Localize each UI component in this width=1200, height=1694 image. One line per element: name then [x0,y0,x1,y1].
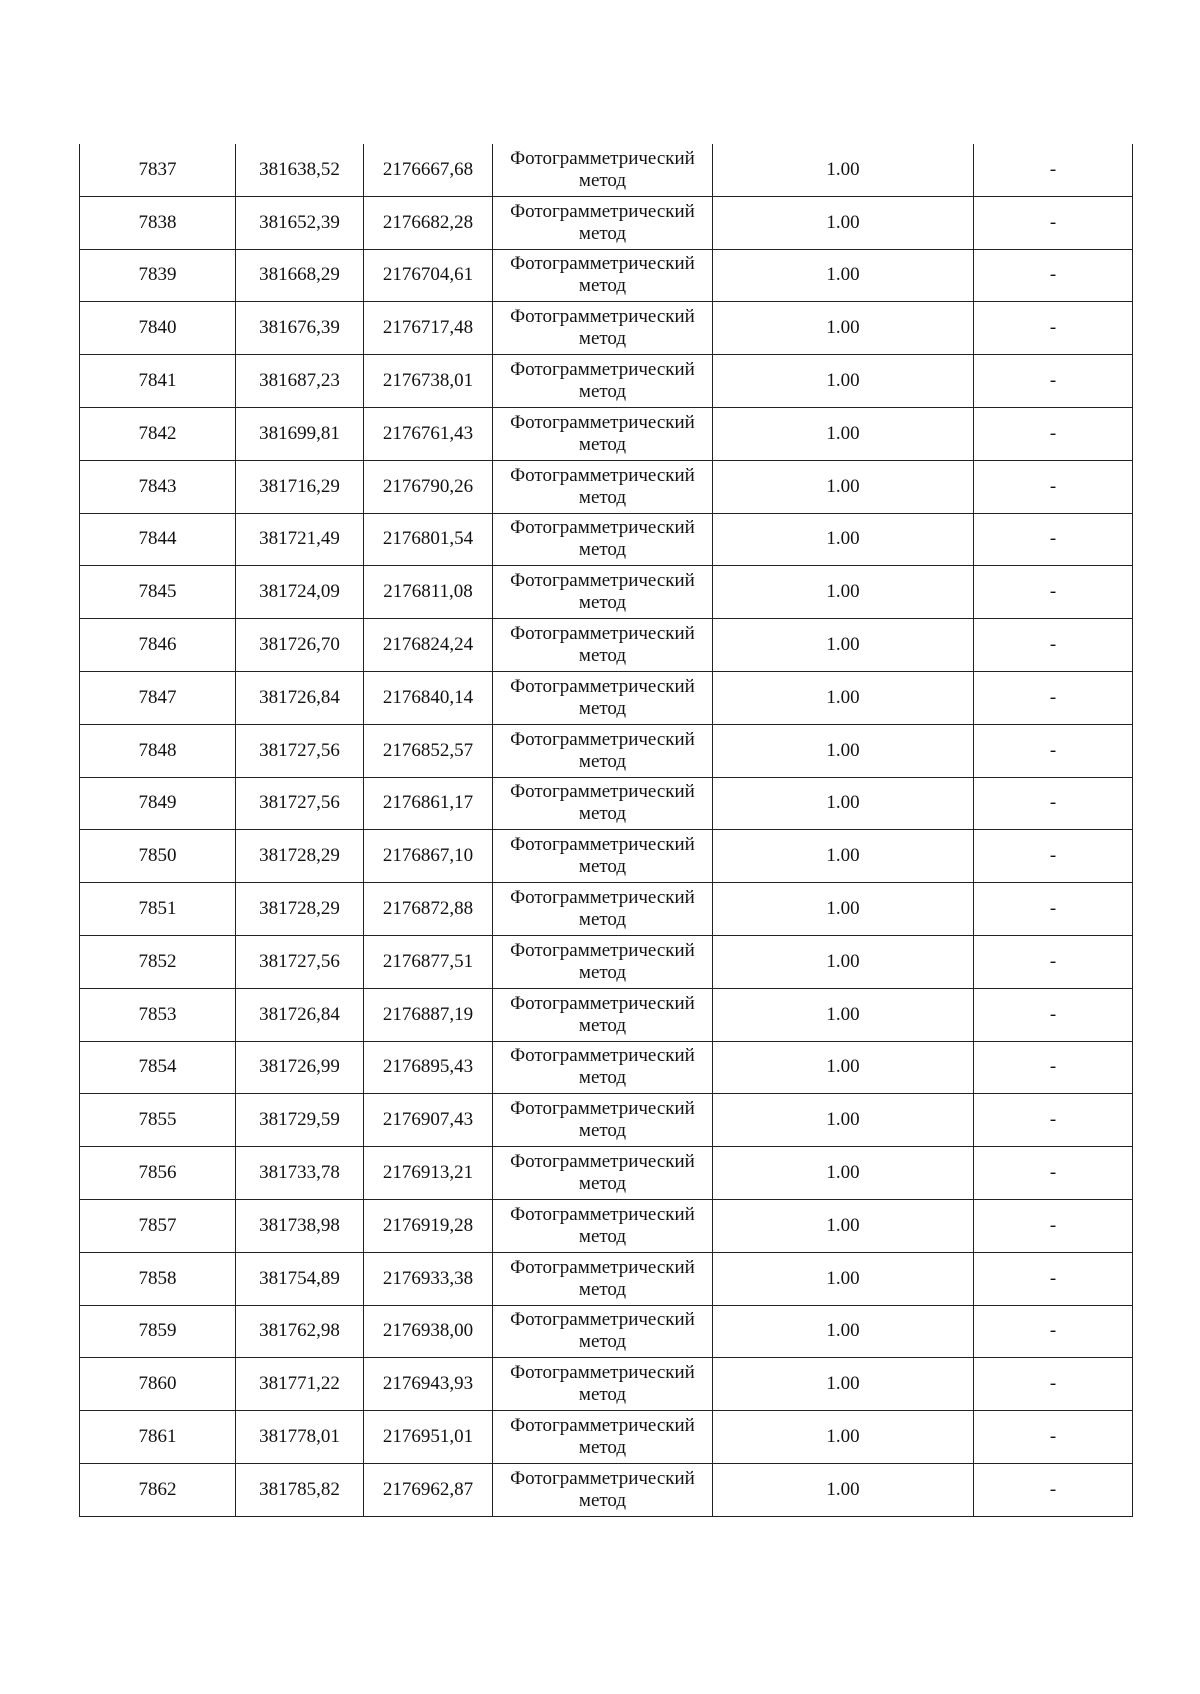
note-cell: - [974,777,1133,830]
method-cell [493,302,713,355]
x-coordinate-cell: 381724,09 [236,566,364,619]
point-number-cell: 7856 [80,1147,236,1200]
accuracy-cell: 1.00 [713,407,974,460]
x-coordinate-cell: 381676,39 [236,302,364,355]
table-row [80,724,1133,777]
x-coordinate-cell: 381687,23 [236,355,364,408]
accuracy-cell: 1.00 [713,1199,974,1252]
method-text-line1: Фотограмметрический [510,253,695,275]
note-cell: - [974,1411,1133,1464]
accuracy-cell: 1.00 [713,1094,974,1147]
accuracy-cell: 1.00 [713,566,974,619]
x-coordinate-cell: 381778,01 [236,1411,364,1464]
accuracy-cell: 1.00 [713,777,974,830]
note-cell: - [974,302,1133,355]
method-text-line1: Фотограмметрический [510,359,695,381]
y-coordinate-cell: 2176895,43 [364,1041,493,1094]
method-text-line2: метод [578,328,627,350]
accuracy-cell: 1.00 [713,1147,974,1200]
method-cell [493,566,713,619]
point-number-cell: 7845 [80,566,236,619]
method-cell [493,1252,713,1305]
table-row [80,1041,1133,1094]
method-cell [493,1411,713,1464]
table-row [80,1358,1133,1411]
note-cell: - [974,1358,1133,1411]
method-text-line1: Фотограмметрический [510,200,695,222]
accuracy-cell: 1.00 [713,144,974,196]
note-cell: - [974,407,1133,460]
method-cell [493,249,713,302]
y-coordinate-cell: 2176938,00 [364,1305,493,1358]
method-text-line2: метод [578,1384,627,1406]
note-cell: - [974,1094,1133,1147]
method-text-line1: Фотограмметрический [510,306,695,328]
x-coordinate-cell: 381727,56 [236,777,364,830]
y-coordinate-cell: 2176824,24 [364,619,493,672]
note-cell: - [974,355,1133,408]
note-cell: - [974,249,1133,302]
method-text-line2: метод [578,1437,627,1459]
point-number-cell: 7855 [80,1094,236,1147]
method-text-line2: метод [578,1120,627,1142]
table-row [80,460,1133,513]
accuracy-cell: 1.00 [713,883,974,936]
x-coordinate-cell: 381716,29 [236,460,364,513]
method-text-line2: метод [578,486,627,508]
method-text-line1: Фотограмметрический [510,1256,695,1278]
method-cell [493,1041,713,1094]
table-row [80,1147,1133,1200]
y-coordinate-cell: 2176738,01 [364,355,493,408]
accuracy-cell: 1.00 [713,1411,974,1464]
table-row [80,302,1133,355]
note-cell: - [974,513,1133,566]
point-number-cell: 7857 [80,1199,236,1252]
table-row [80,513,1133,566]
point-number-cell: 7837 [80,144,236,196]
method-text-line1: Фотограмметрический [510,675,695,697]
note-cell: - [974,1041,1133,1094]
point-number-cell: 7847 [80,671,236,724]
method-text-line1: Фотограмметрический [510,887,695,909]
y-coordinate-cell: 2176682,28 [364,196,493,249]
accuracy-cell: 1.00 [713,619,974,672]
table-row [80,830,1133,883]
accuracy-cell: 1.00 [713,249,974,302]
accuracy-cell: 1.00 [713,355,974,408]
point-number-cell: 7860 [80,1358,236,1411]
method-text-line1: Фотограмметрический [510,623,695,645]
method-text-line1: Фотограмметрический [510,1203,695,1225]
accuracy-cell: 1.00 [713,1358,974,1411]
method-text-line1: Фотограмметрический [510,1098,695,1120]
table-row [80,407,1133,460]
method-cell [493,988,713,1041]
method-text-line2: метод [578,1225,627,1247]
method-text-line1: Фотограмметрический [510,464,695,486]
method-cell [493,724,713,777]
method-text-line2: метод [578,1331,627,1353]
method-text-line2: метод [578,169,627,191]
table-row [80,777,1133,830]
method-cell [493,830,713,883]
y-coordinate-cell: 2176840,14 [364,671,493,724]
note-cell: - [974,619,1133,672]
method-cell [493,1358,713,1411]
method-text-line2: метод [578,961,627,983]
accuracy-cell: 1.00 [713,988,974,1041]
x-coordinate-cell: 381726,99 [236,1041,364,1094]
point-number-cell: 7853 [80,988,236,1041]
y-coordinate-cell: 2176913,21 [364,1147,493,1200]
table-row [80,1094,1133,1147]
point-number-cell: 7861 [80,1411,236,1464]
y-coordinate-cell: 2176667,68 [364,144,493,196]
method-text-line1: Фотограмметрический [510,411,695,433]
method-text-line1: Фотограмметрический [510,570,695,592]
method-text-line2: метод [578,909,627,931]
x-coordinate-cell: 381754,89 [236,1252,364,1305]
point-number-cell: 7838 [80,196,236,249]
table-row [80,144,1133,196]
point-number-cell: 7849 [80,777,236,830]
method-text-line2: метод [578,539,627,561]
note-cell: - [974,1199,1133,1252]
y-coordinate-cell: 2176943,93 [364,1358,493,1411]
y-coordinate-cell: 2176867,10 [364,830,493,883]
method-cell [493,1463,713,1516]
table-row [80,1199,1133,1252]
accuracy-cell: 1.00 [713,830,974,883]
table-row [80,883,1133,936]
y-coordinate-cell: 2176933,38 [364,1252,493,1305]
note-cell: - [974,196,1133,249]
note-cell: - [974,144,1133,196]
table-row [80,988,1133,1041]
accuracy-cell: 1.00 [713,1305,974,1358]
method-text-line2: метод [578,1173,627,1195]
table-row [80,566,1133,619]
point-number-cell: 7842 [80,407,236,460]
method-text-line1: Фотограмметрический [510,1045,695,1067]
method-text-line1: Фотограмметрический [510,728,695,750]
point-number-cell: 7851 [80,883,236,936]
point-number-cell: 7858 [80,1252,236,1305]
y-coordinate-cell: 2176887,19 [364,988,493,1041]
table-row [80,196,1133,249]
accuracy-cell: 1.00 [713,460,974,513]
method-text-line2: метод [578,433,627,455]
x-coordinate-cell: 381699,81 [236,407,364,460]
point-number-cell: 7846 [80,619,236,672]
note-cell: - [974,1147,1133,1200]
point-number-cell: 7840 [80,302,236,355]
note-cell: - [974,671,1133,724]
note-cell: - [974,988,1133,1041]
x-coordinate-cell: 381726,70 [236,619,364,672]
method-text-line1: Фотограмметрический [510,1362,695,1384]
note-cell: - [974,1305,1133,1358]
method-cell [493,777,713,830]
point-number-cell: 7843 [80,460,236,513]
accuracy-cell: 1.00 [713,724,974,777]
note-cell: - [974,566,1133,619]
x-coordinate-cell: 381729,59 [236,1094,364,1147]
y-coordinate-cell: 2176907,43 [364,1094,493,1147]
method-text-line2: метод [578,1278,627,1300]
y-coordinate-cell: 2176877,51 [364,935,493,988]
method-text-line2: метод [578,1489,627,1511]
method-text-line2: метод [578,275,627,297]
method-cell [493,1199,713,1252]
accuracy-cell: 1.00 [713,513,974,566]
table-row [80,1463,1133,1516]
point-number-cell: 7852 [80,935,236,988]
table-body [80,144,1133,1516]
method-cell [493,355,713,408]
x-coordinate-cell: 381733,78 [236,1147,364,1200]
coordinates-table [79,144,1133,1517]
x-coordinate-cell: 381726,84 [236,671,364,724]
y-coordinate-cell: 2176811,08 [364,566,493,619]
y-coordinate-cell: 2176861,17 [364,777,493,830]
x-coordinate-cell: 381771,22 [236,1358,364,1411]
x-coordinate-cell: 381728,29 [236,830,364,883]
point-number-cell: 7854 [80,1041,236,1094]
accuracy-cell: 1.00 [713,1463,974,1516]
x-coordinate-cell: 381762,98 [236,1305,364,1358]
x-coordinate-cell: 381638,52 [236,144,364,196]
table-row [80,1252,1133,1305]
method-cell [493,144,713,196]
y-coordinate-cell: 2176962,87 [364,1463,493,1516]
note-cell: - [974,1463,1133,1516]
note-cell: - [974,830,1133,883]
table-row [80,1305,1133,1358]
x-coordinate-cell: 381785,82 [236,1463,364,1516]
method-text-line2: метод [578,592,627,614]
note-cell: - [974,883,1133,936]
table-row [80,935,1133,988]
point-number-cell: 7862 [80,1463,236,1516]
note-cell: - [974,460,1133,513]
x-coordinate-cell: 381738,98 [236,1199,364,1252]
method-text-line1: Фотограмметрический [510,834,695,856]
method-cell [493,460,713,513]
table-row [80,1411,1133,1464]
y-coordinate-cell: 2176872,88 [364,883,493,936]
table-row [80,249,1133,302]
point-number-cell: 7841 [80,355,236,408]
y-coordinate-cell: 2176951,01 [364,1411,493,1464]
y-coordinate-cell: 2176790,26 [364,460,493,513]
method-cell [493,1305,713,1358]
y-coordinate-cell: 2176704,61 [364,249,493,302]
y-coordinate-cell: 2176852,57 [364,724,493,777]
method-text-line1: Фотограмметрический [510,1467,695,1489]
y-coordinate-cell: 2176801,54 [364,513,493,566]
note-cell: - [974,724,1133,777]
method-cell [493,619,713,672]
method-text-line2: метод [578,697,627,719]
x-coordinate-cell: 381727,56 [236,935,364,988]
method-text-line2: метод [578,381,627,403]
method-text-line2: метод [578,222,627,244]
method-cell [493,1094,713,1147]
method-text-line1: Фотограмметрический [510,939,695,961]
method-cell [493,196,713,249]
method-text-line2: метод [578,1014,627,1036]
y-coordinate-cell: 2176761,43 [364,407,493,460]
method-text-line1: Фотограмметрический [510,1415,695,1437]
note-cell: - [974,935,1133,988]
x-coordinate-cell: 381668,29 [236,249,364,302]
x-coordinate-cell: 381727,56 [236,724,364,777]
accuracy-cell: 1.00 [713,671,974,724]
method-cell [493,513,713,566]
method-text-line2: метод [578,856,627,878]
point-number-cell: 7850 [80,830,236,883]
point-number-cell: 7859 [80,1305,236,1358]
method-cell [493,883,713,936]
method-text-line2: метод [578,750,627,772]
x-coordinate-cell: 381721,49 [236,513,364,566]
x-coordinate-cell: 381652,39 [236,196,364,249]
method-text-line2: метод [578,645,627,667]
point-number-cell: 7848 [80,724,236,777]
method-text-line1: Фотограмметрический [510,1309,695,1331]
method-cell [493,935,713,988]
method-cell [493,407,713,460]
note-cell: - [974,1252,1133,1305]
method-text-line2: метод [578,803,627,825]
accuracy-cell: 1.00 [713,302,974,355]
method-cell [493,671,713,724]
table-row [80,619,1133,672]
accuracy-cell: 1.00 [713,1252,974,1305]
accuracy-cell: 1.00 [713,935,974,988]
table-row [80,355,1133,408]
x-coordinate-cell: 381728,29 [236,883,364,936]
method-text-line2: метод [578,1067,627,1089]
x-coordinate-cell: 381726,84 [236,988,364,1041]
point-number-cell: 7839 [80,249,236,302]
table-row [80,671,1133,724]
point-number-cell: 7844 [80,513,236,566]
method-text-line1: Фотограмметрический [510,1151,695,1173]
y-coordinate-cell: 2176717,48 [364,302,493,355]
method-text-line1: Фотограмметрический [510,517,695,539]
method-text-line1: Фотограмметрический [510,147,695,169]
y-coordinate-cell: 2176919,28 [364,1199,493,1252]
method-text-line1: Фотограмметрический [510,992,695,1014]
accuracy-cell: 1.00 [713,1041,974,1094]
method-cell [493,1147,713,1200]
accuracy-cell: 1.00 [713,196,974,249]
method-text-line1: Фотограмметрический [510,781,695,803]
